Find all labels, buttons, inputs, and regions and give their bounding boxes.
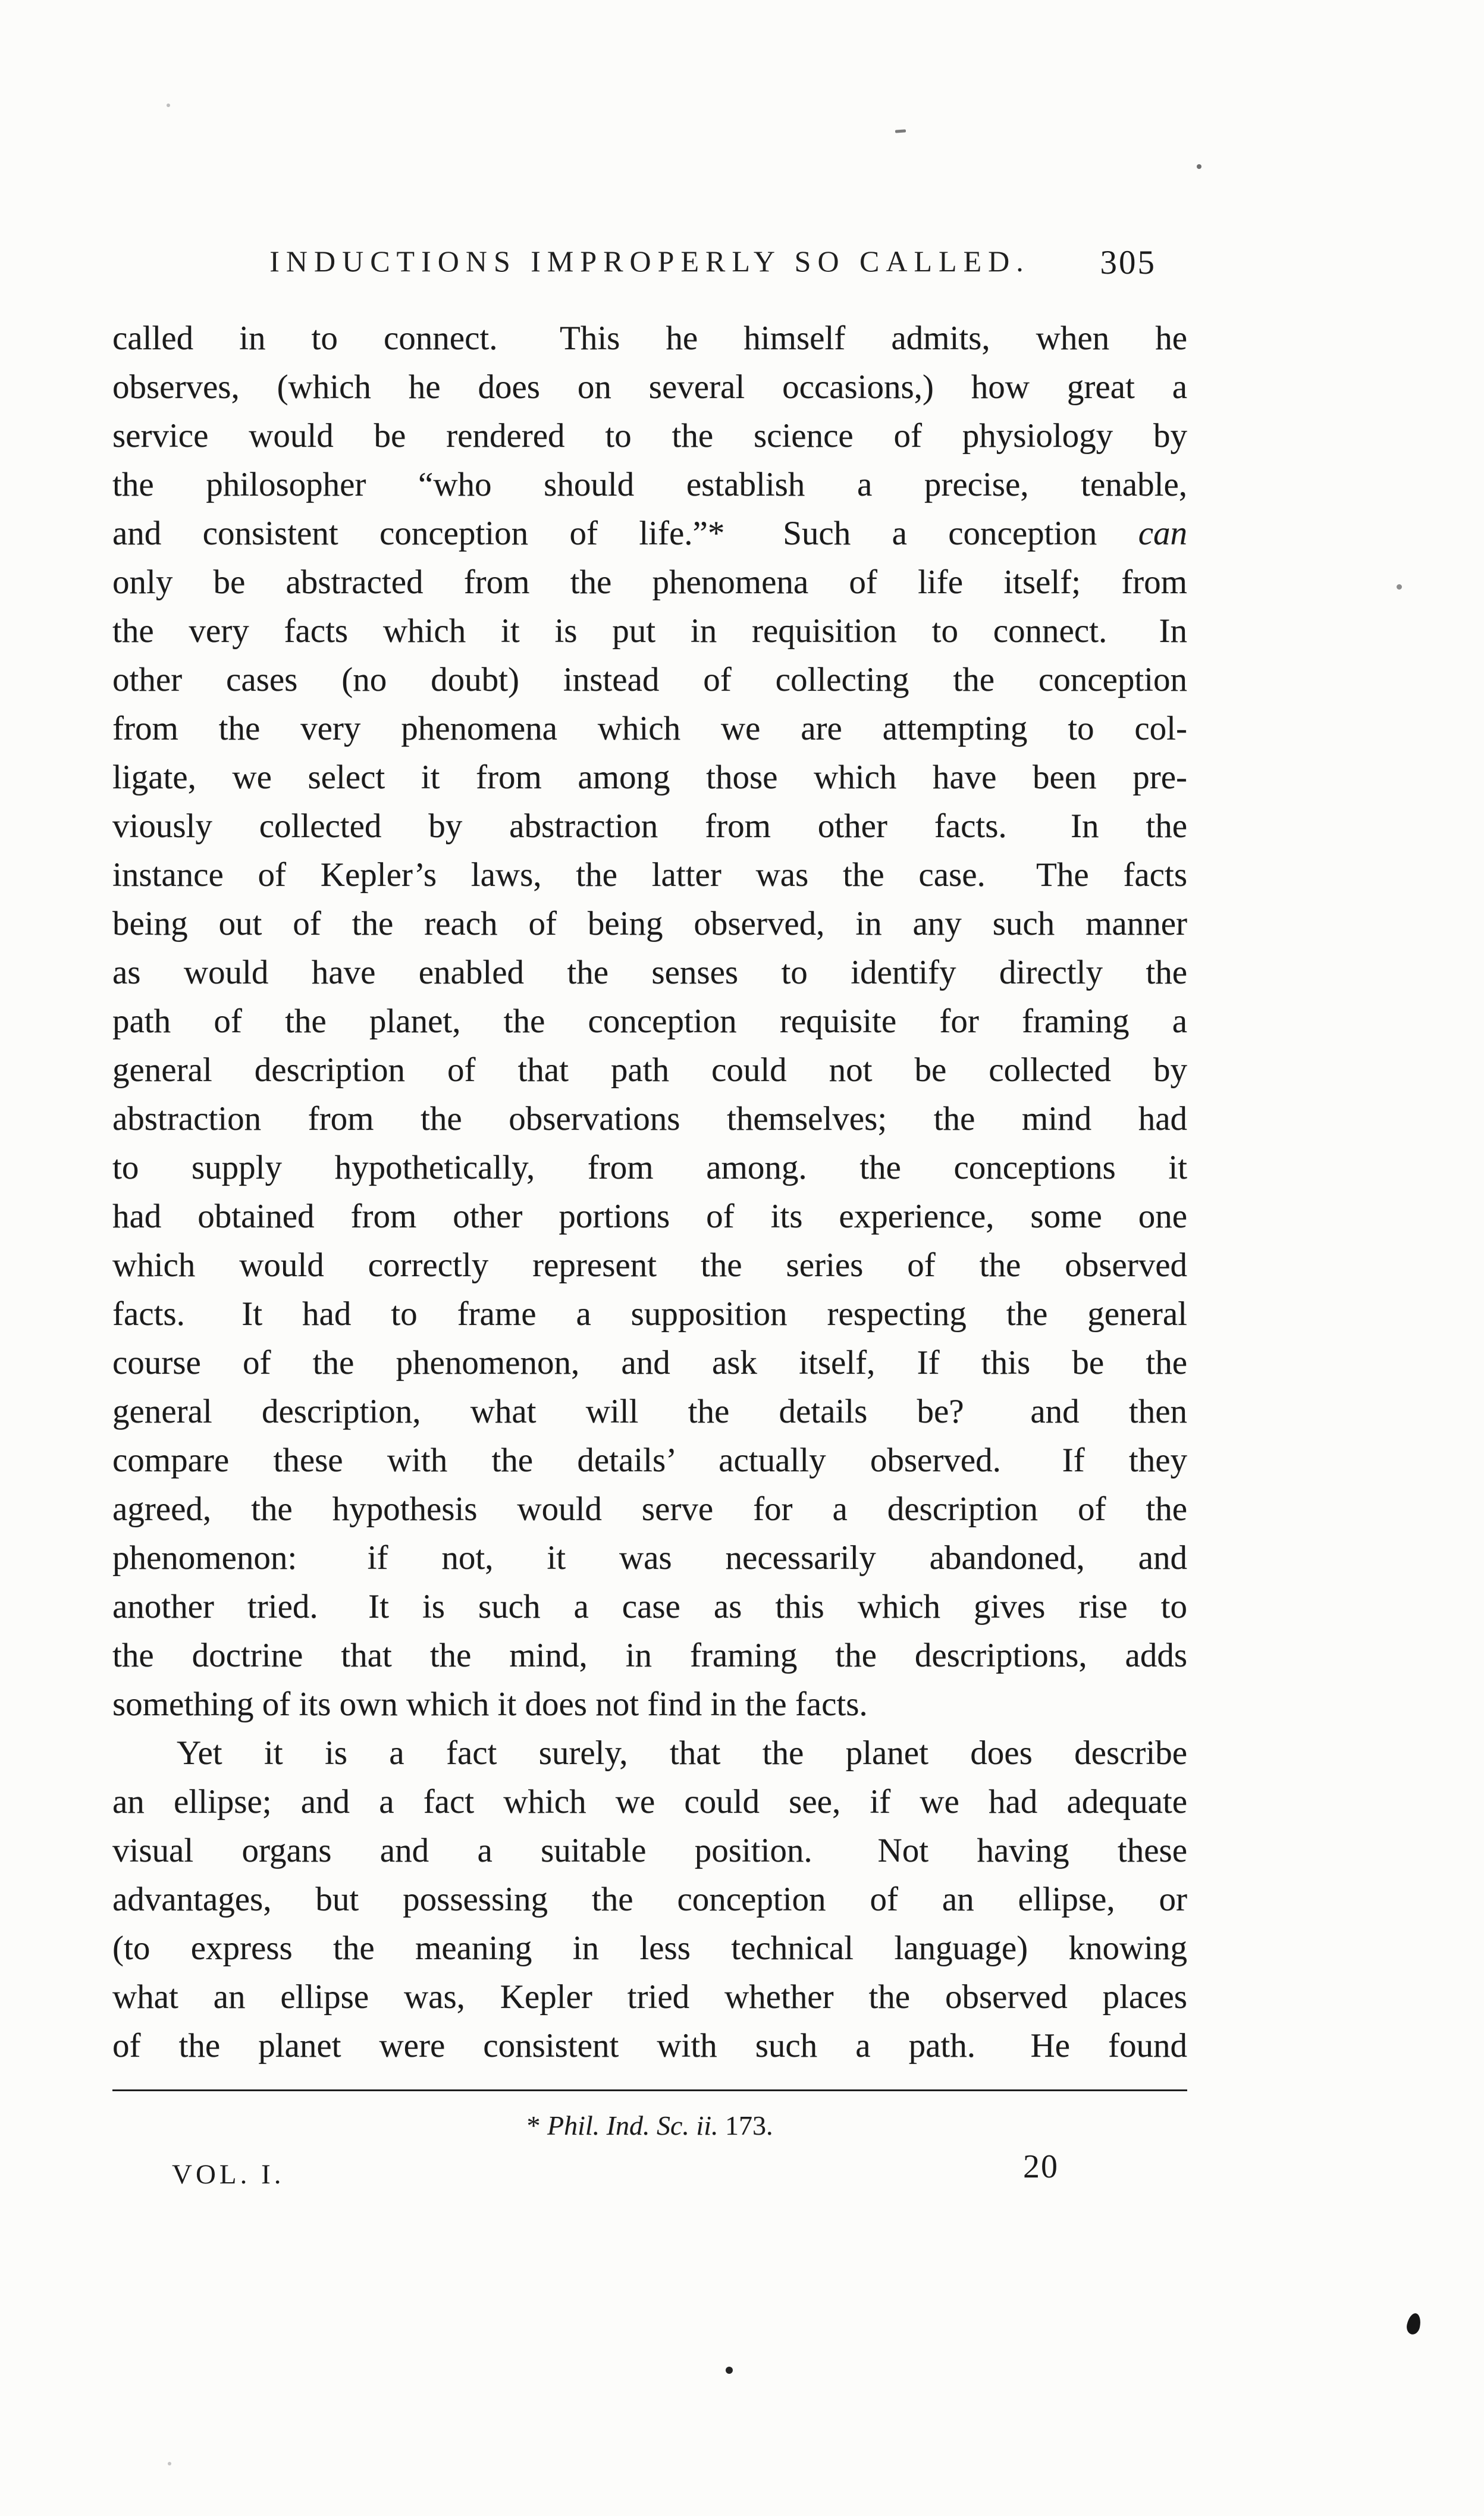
line-text: which would correctly represent the series of the observed	[112, 1246, 1187, 1284]
body-line	[112, 314, 1187, 363]
line-text: only be abstracted from the phenomena of life itself; from	[112, 563, 1187, 601]
body-line	[112, 851, 1187, 900]
body-line	[112, 1778, 1187, 1826]
line-text: observes, (which he does on several occasions,) how great a	[112, 368, 1187, 406]
body-line	[112, 1387, 1187, 1436]
line-text: visual organs and a suitable position. Not having these	[112, 1832, 1187, 1869]
line-text: general description of that path could not be collected by	[112, 1051, 1187, 1089]
body-line	[112, 1339, 1187, 1387]
line-text: general description, what will the details be? and then	[112, 1393, 1187, 1430]
line-text: ligate, we select it from among those which have been pre-	[112, 759, 1187, 796]
line-text: instance of Kepler’s laws, the latter was the case. The facts	[112, 856, 1187, 894]
line-text: Yet it is a fact surely, that the planet does describe	[177, 1734, 1187, 1772]
body-line	[112, 1192, 1187, 1241]
line-text: another tried. It is such a case as this which gives rise to	[112, 1588, 1187, 1625]
line-text: to supply hypothetically, from among. the conceptions it	[112, 1149, 1187, 1186]
body-line	[112, 1875, 1187, 1924]
body-line	[112, 1729, 1187, 1778]
ink-speck	[1397, 584, 1402, 590]
ink-speck	[1197, 164, 1201, 169]
line-text: other cases (no doubt) instead of collecting the conception	[112, 661, 1187, 698]
line-text: phenomenon: if not, it was necessarily abandoned, and	[112, 1539, 1187, 1577]
line-text: the doctrine that the mind, in framing the descriptions, adds	[112, 1637, 1187, 1674]
line-text: as would have enabled the senses to identify directly the	[112, 954, 1187, 991]
body-line	[112, 1485, 1187, 1534]
line-text: agreed, the hypothesis would serve for a description of the	[112, 1490, 1187, 1528]
body-line	[112, 1826, 1187, 1875]
body-line	[112, 509, 1187, 558]
body-line	[112, 412, 1187, 460]
body-line	[112, 1583, 1187, 1631]
ink-speck	[168, 2462, 171, 2465]
body-line	[112, 1631, 1187, 1680]
running-header	[112, 236, 1187, 282]
line-text: had obtained from other portions of its experience, some one	[112, 1198, 1187, 1235]
line-text: the very facts which it is put in requisition to connect. In	[112, 612, 1187, 650]
footnote-marker: *	[526, 2110, 548, 2141]
line-text: of the planet were consistent with such a path. He found	[112, 2027, 1187, 2064]
body-line	[112, 704, 1187, 753]
body-line	[112, 997, 1187, 1046]
body-line	[112, 900, 1187, 948]
body-line	[112, 2022, 1187, 2070]
line-text: abstraction from the observations themselves; the mind had	[112, 1100, 1187, 1138]
line-text: the philosopher “who should establish a precise, tenable,	[112, 466, 1187, 503]
body-line	[112, 1046, 1187, 1095]
body-line	[112, 607, 1187, 656]
body-line	[112, 1143, 1187, 1192]
body-line	[112, 1973, 1187, 2022]
ink-speck	[726, 2367, 733, 2374]
page-number: 305	[1100, 244, 1156, 281]
line-text: something of its own which it does not find in the facts.	[112, 1685, 868, 1723]
line-text: from the very phenomena which we are attempting to col-	[112, 710, 1187, 747]
body-line	[112, 802, 1187, 851]
body-line	[112, 1924, 1187, 1973]
footnote-citation: Phil. Ind. Sc. ii.	[547, 2110, 725, 2141]
body-line	[112, 460, 1187, 509]
signature-number: 20	[1023, 2148, 1059, 2185]
footnote	[112, 2110, 1187, 2141]
body-line	[112, 1290, 1187, 1339]
body-text	[112, 314, 1187, 2070]
running-header-title: INDUCTIONS IMPROPERLY SO CALLED.	[269, 245, 1030, 278]
ink-speck	[895, 129, 906, 133]
line-text: facts. It had to frame a supposition respecting the general	[112, 1295, 1187, 1333]
body-line	[112, 753, 1187, 802]
line-text: (to express the meaning in less technical language) knowing	[112, 1929, 1187, 1967]
line-text: advantages, but possessing the conception of an ellipse, or	[112, 1881, 1187, 1918]
body-line	[112, 1534, 1187, 1583]
line-text: course of the phenomenon, and ask itself, If this be the	[112, 1344, 1187, 1381]
line-text: called in to connect. This he himself admits, when he	[112, 319, 1187, 357]
footnote-pages: 173.	[724, 2110, 773, 2141]
line-text: compare these with the details’ actually observed. If they	[112, 1442, 1187, 1479]
body-line	[112, 1095, 1187, 1143]
italic-text: can	[1138, 515, 1187, 552]
volume-label: VOL. I.	[172, 2159, 285, 2190]
body-line	[112, 363, 1187, 412]
body-line	[112, 1241, 1187, 1290]
line-text: what an ellipse was, Kepler tried whether the observed places	[112, 1978, 1187, 2016]
line-text: an ellipse; and a fact which we could see, if we had adequate	[112, 1783, 1187, 1821]
line-text: path of the planet, the conception requisite for framing a	[112, 1002, 1187, 1040]
line-text: viously collected by abstraction from other facts. In the	[112, 807, 1187, 845]
ink-blot	[1405, 2312, 1422, 2336]
body-line	[112, 948, 1187, 997]
body-line	[112, 558, 1187, 607]
line-text: and consistent conception of life.”* Such a conception	[112, 515, 1138, 552]
footnote-rule	[112, 2089, 1187, 2091]
line-text: being out of the reach of being observed, in any such manner	[112, 905, 1187, 942]
body-line	[112, 656, 1187, 704]
body-line	[112, 1436, 1187, 1485]
body-line	[112, 1680, 1187, 1729]
line-text: service would be rendered to the science of physiology by	[112, 417, 1187, 455]
ink-speck	[167, 104, 170, 107]
